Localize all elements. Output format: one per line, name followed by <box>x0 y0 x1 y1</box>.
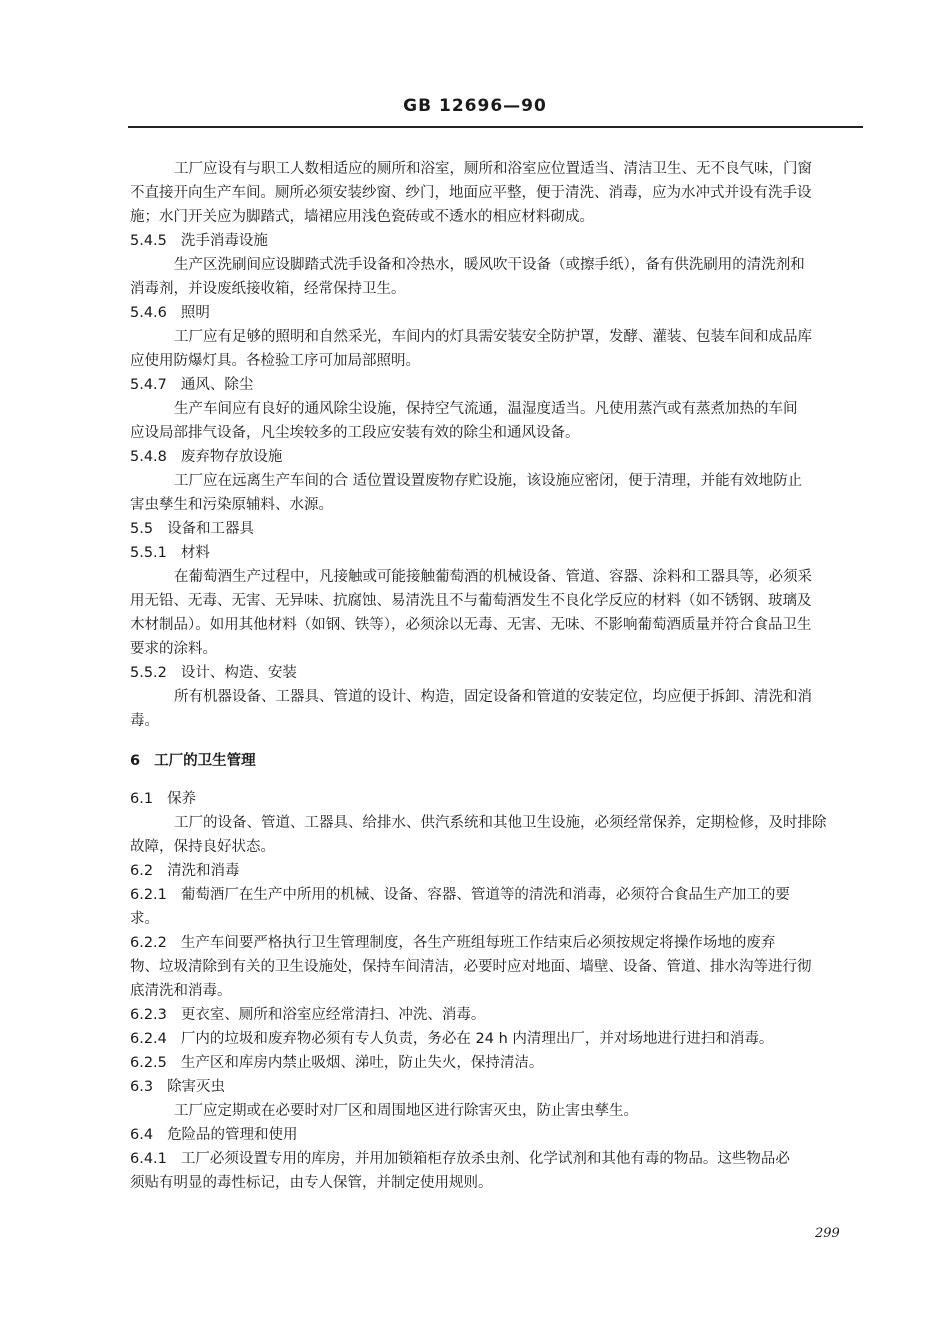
section-heading-5-4-5 <box>130 229 865 253</box>
paragraph-line: 工厂应有足够的照明和自然采光，车间内的灯具需安装安全防护罩，发酵、灌装、包装车间和成品库 <box>174 329 812 345</box>
paragraph-line: 要求的涂料。 <box>130 641 217 657</box>
clause-6-2-5 <box>130 1051 865 1075</box>
header-rule <box>128 126 863 128</box>
section-number: 5.4.5 <box>130 233 167 249</box>
paragraph-line: 工厂应定期或在必要时对厂区和周围地区进行除害灭虫，防止害虫孳生。 <box>174 1103 638 1119</box>
section-heading-5-5 <box>130 517 865 541</box>
section-heading-5-5-1 <box>130 541 865 565</box>
section-heading-5-4-7 <box>130 373 865 397</box>
section-title: 设计、构造、安装 <box>180 665 297 681</box>
section-number: 5.5.2 <box>130 665 167 681</box>
paragraph-line: 应使用防爆灯具。各检验工序可加局部照明。 <box>130 353 420 369</box>
clause-text: 更衣室、厕所和浴室应经常清扫、冲洗、消毒。 <box>180 1007 486 1023</box>
section-number: 6.3 <box>130 1079 154 1095</box>
paragraph-line: 不直接开向生产车间。厕所必须安装纱窗、纱门，地面应平整，便于清洗、消毒，应为水冲式并设有洗手设 <box>130 185 812 201</box>
paragraph-line: 消毒剂，并设废纸接收箱，经常保持卫生。 <box>130 281 406 297</box>
section-number: 5.4.8 <box>130 449 167 465</box>
section-heading-5-4-6 <box>130 301 865 325</box>
section-title: 除害灭虫 <box>167 1079 226 1095</box>
clause-number: 6.2.1 <box>130 887 167 903</box>
paragraph-line: 生产车间应有良好的通风除尘设施，保持空气流通，温湿度适当。凡使用蒸汽或有蒸煮加热的车间 <box>174 401 798 417</box>
section-number: 6.2 <box>130 863 154 879</box>
paragraph-line: 木材制品）。如用其他材料（如钢、铁等），必须涂以无毒、无害、无味、不影响葡萄酒质量并符合食品卫生 <box>130 617 812 633</box>
paragraph-line: 工厂应设有与职工人数相适应的厕所和浴室，厕所和浴室应位置适当、清洁卫生、无不良气味，门窗 <box>174 161 812 177</box>
clause-text: 生产区和库房内禁止吸烟、涕吐，防止失火，保持清洁。 <box>180 1055 544 1071</box>
paragraph-line: 生产区洗刷间应设脚踏式洗手设备和冷热水，暖风吹干设备（或擦手纸），备有供洗刷用的清洗剂和 <box>174 257 805 273</box>
clause-6-2-2 <box>130 931 865 955</box>
paragraph-line: 故障，保持良好状态。 <box>130 839 275 855</box>
clause-6-2-3 <box>130 1003 865 1027</box>
paragraph-line: 工厂应在远离生产车间的合 适位置设置废物存贮设施，该设施应密闭，便于清理，并能有效地防止 <box>174 473 803 489</box>
section-number: 6.4 <box>130 1127 154 1143</box>
clause-number: 6.2.5 <box>130 1055 167 1071</box>
paragraph-line: 须贴有明显的毒性标记，由专人保管，并制定使用规则。 <box>130 1175 493 1191</box>
section-title: 设备和工器具 <box>167 521 255 537</box>
clause-6-2-4 <box>130 1027 865 1051</box>
section-number: 5.4.7 <box>130 377 167 393</box>
section-title: 洗手消毒设施 <box>180 233 268 249</box>
section-title: 材料 <box>180 545 210 561</box>
section-title: 保养 <box>167 791 197 807</box>
paragraph-line: 在葡萄酒生产过程中，凡接触或可能接触葡萄酒的机械设备、管道、容器、涂料和工器具等，必须采 <box>174 569 812 585</box>
page-number: 299 <box>815 1226 840 1241</box>
section-heading-6-1 <box>130 787 865 811</box>
paragraph-line: 工厂的设备、管道、工器具、给排水、供汽系统和其他卫生设施，必须经常保养，定期检修，及时排除 <box>174 815 827 831</box>
section-number: 5.4.6 <box>130 305 167 321</box>
paragraph-line: 施；水门开关应为脚踏式，墙裙应用浅色瓷砖或不透水的相应材料砌成。 <box>130 209 594 225</box>
paragraph-line: 所有机器设备、工器具、管道的设计、构造，固定设备和管道的安装定位，均应便于拆卸、清洗和消 <box>174 689 812 705</box>
clause-number: 6.2.4 <box>130 1031 167 1047</box>
paragraph-line: 毒。 <box>130 713 159 729</box>
chapter-number: 6 <box>130 753 141 769</box>
section-number: 6.1 <box>130 791 154 807</box>
clause-number: 6.4.1 <box>130 1151 167 1167</box>
paragraph-line: 用无铅、无毒、无害、无异味、抗腐蚀、易清洗且不与葡萄酒发生不良化学反应的材料（如不锈钢、玻璃及 <box>130 593 812 609</box>
section-number: 5.5 <box>130 521 154 537</box>
section-heading-6-4 <box>130 1123 865 1147</box>
clause-number: 6.2.3 <box>130 1007 167 1023</box>
clause-number: 6.2.2 <box>130 935 167 951</box>
section-title: 危险品的管理和使用 <box>167 1127 298 1143</box>
section-title: 通风、除尘 <box>180 377 254 393</box>
section-heading-6-3 <box>130 1075 865 1099</box>
chapter-title: 工厂的卫生管理 <box>154 753 256 769</box>
paragraph-line: 底清洗和消毒。 <box>130 983 232 999</box>
section-heading-5-5-2 <box>130 661 865 685</box>
document-body <box>130 157 865 1195</box>
section-heading-6-2 <box>130 859 865 883</box>
paragraph-line: 物、垃圾清除到有关的卫生设施处，保持车间清洁，必要时应对地面、墙壁、设备、管道、排水沟等进行彻 <box>130 959 812 975</box>
section-number: 5.5.1 <box>130 545 167 561</box>
clause-text: 工厂必须设置专用的库房，并用加锁箱柜存放杀虫剂、化学试剂和其他有毒的物品。这些物品必 <box>180 1151 790 1167</box>
clause-text: 葡萄酒厂在生产中所用的机械、设备、容器、管道等的清洗和消毒，必须符合食品生产加工的要 <box>180 887 790 903</box>
clause-6-4-1 <box>130 1147 865 1171</box>
section-title: 清洗和消毒 <box>167 863 240 879</box>
paragraph-line: 害虫孳生和污染原辅料、水源。 <box>130 497 333 513</box>
paragraph-line: 应设局部排气设备，凡尘埃较多的工段应安装有效的除尘和通风设备。 <box>130 425 580 441</box>
clause-6-2-1 <box>130 883 865 907</box>
section-title: 废弃物存放设施 <box>180 449 283 465</box>
clause-text: 厂内的垃圾和废弃物必须有专人负责，务必在 24 h 内清理出厂，并对场地进行进扫和消毒。 <box>180 1031 774 1047</box>
section-heading-5-4-8 <box>130 445 865 469</box>
paragraph-line: 求。 <box>130 911 159 927</box>
standard-code-header: GB 12696—90 <box>403 96 547 116</box>
section-title: 照明 <box>180 305 210 321</box>
chapter-heading-6 <box>130 749 865 773</box>
clause-text: 生产车间要严格执行卫生管理制度，各生产班组每班工作结束后必须按规定将操作场地的废弃 <box>180 935 776 951</box>
